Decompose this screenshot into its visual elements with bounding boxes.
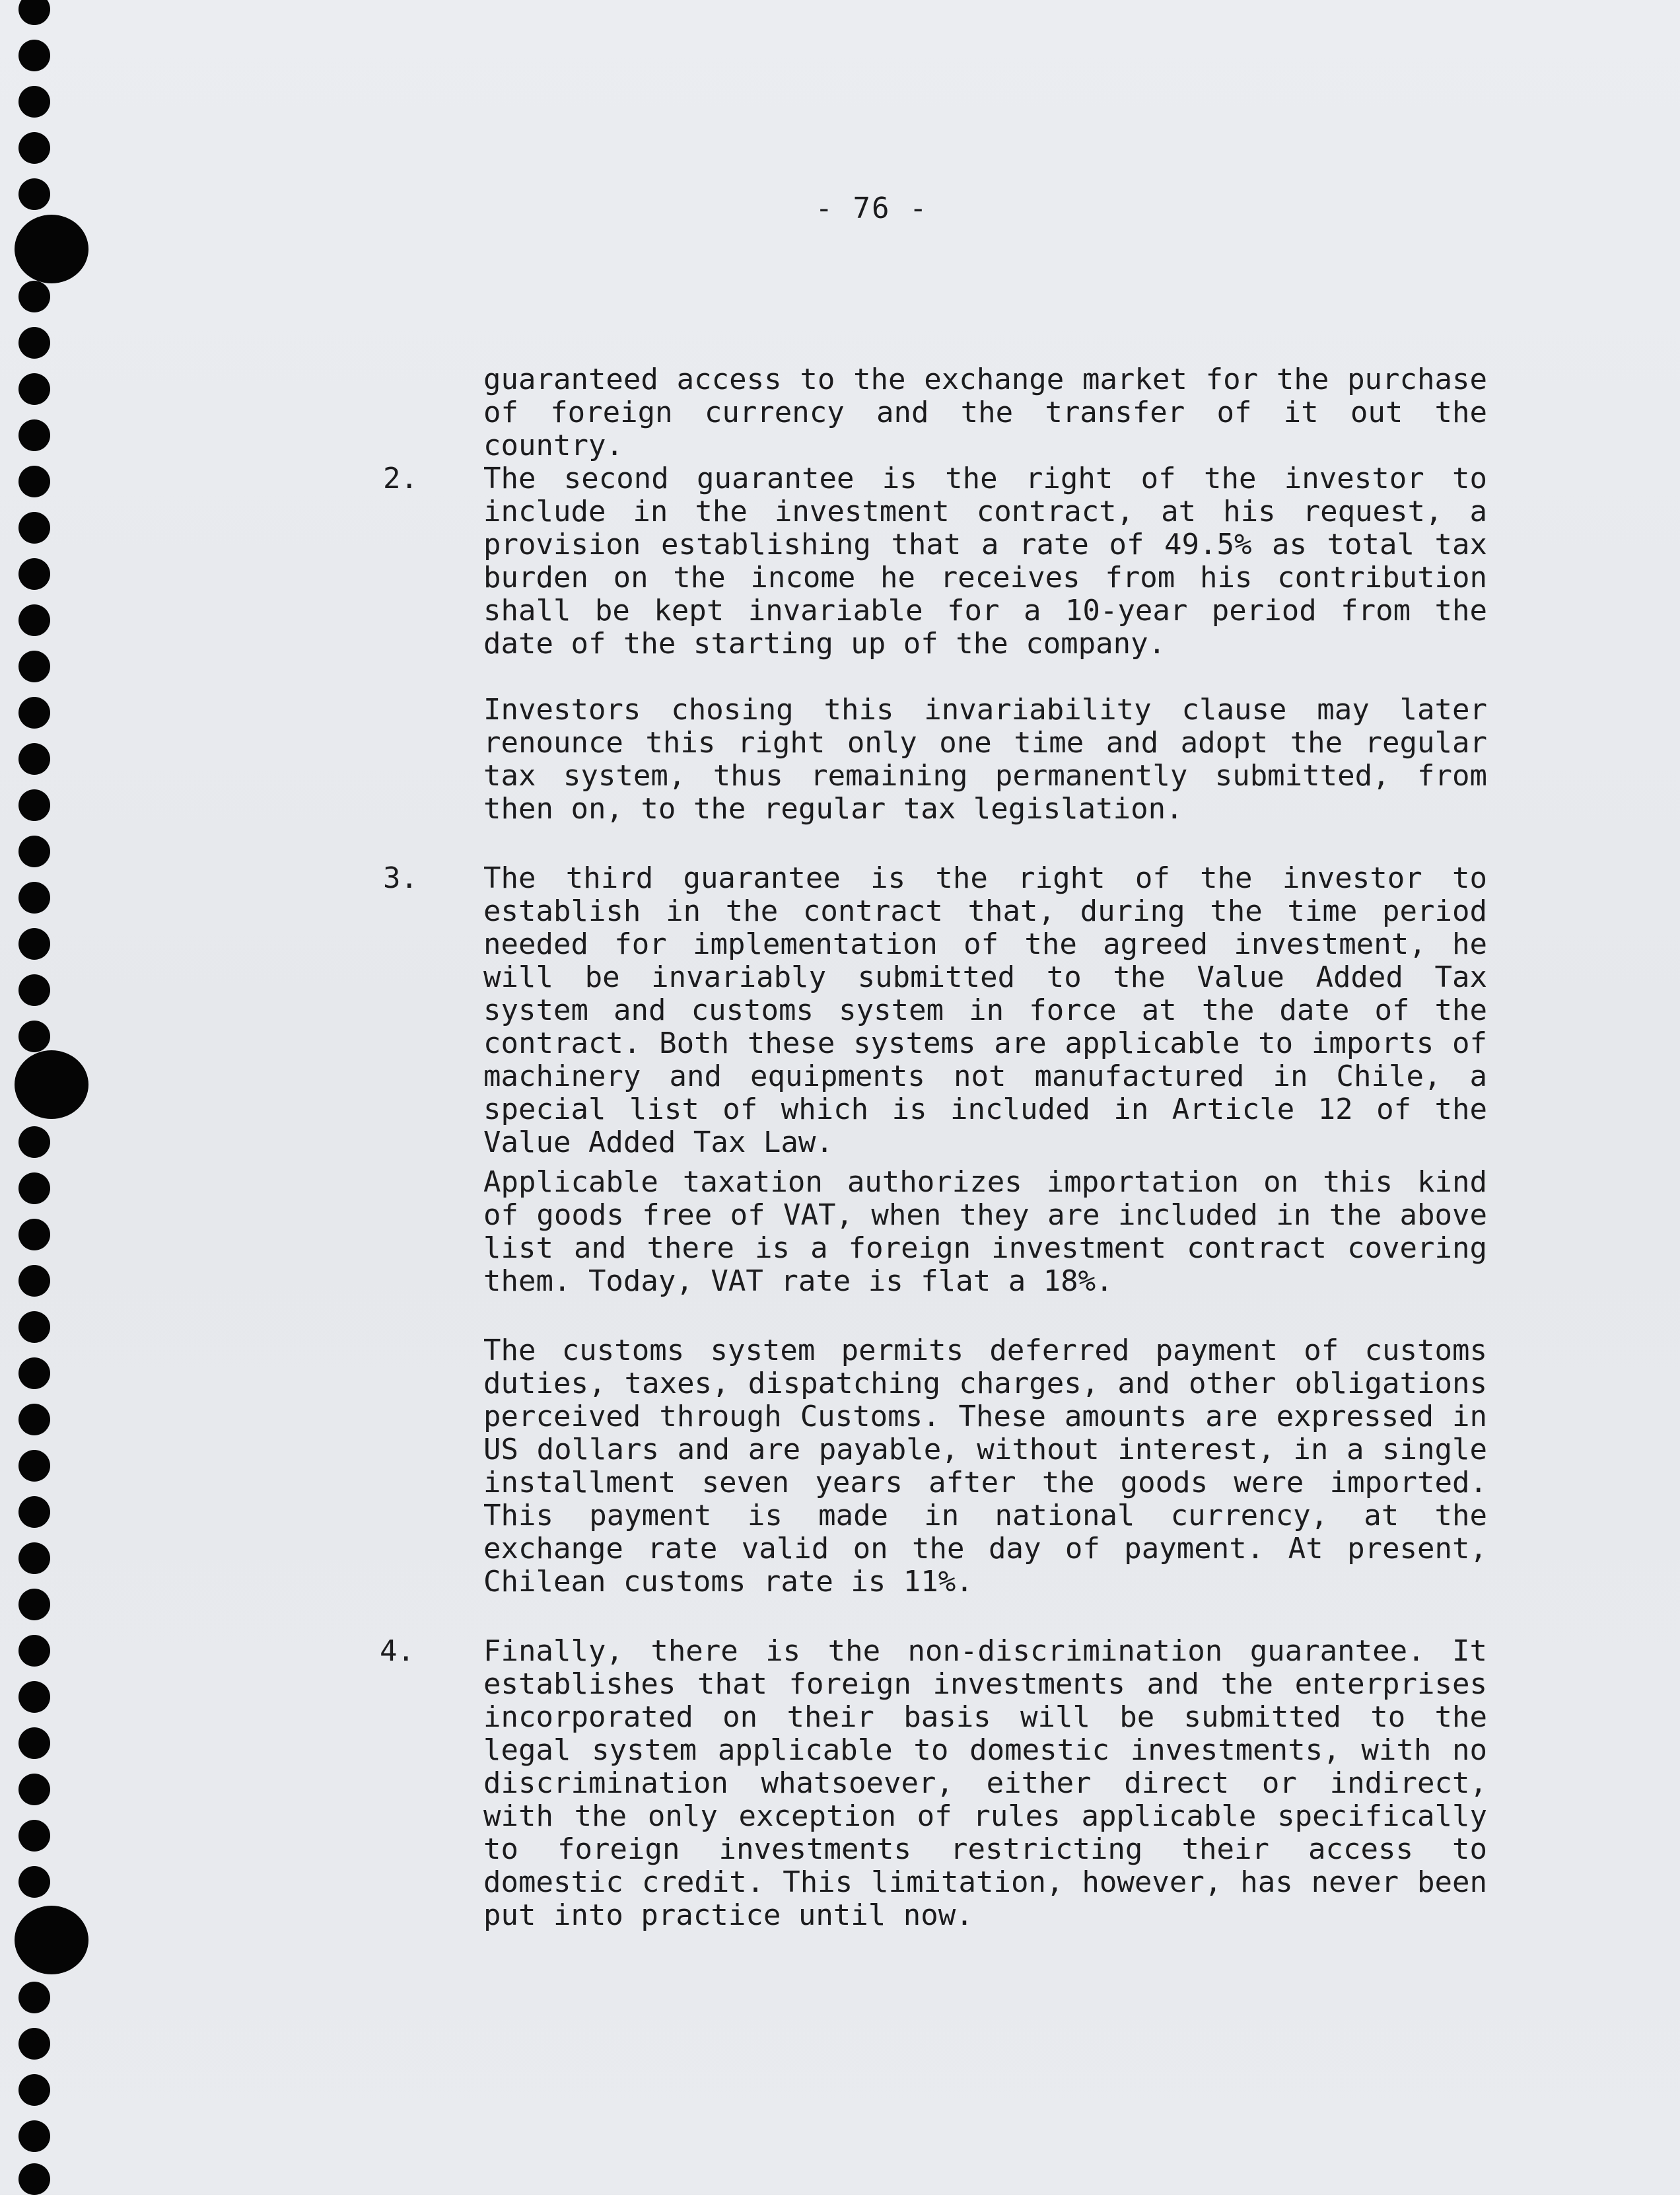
- binding-hole: [18, 743, 50, 775]
- paragraph-item-3: The third guarantee is the right of the investor to establish in the contract that, during the time period needed for implementation of the agreed investment, he will be invariably submitted to the Value Added Tax system and customs system in force at the date of the contract. Both these systems are applicable to imports of machinery and equipments not manufactured in Chile, a special list of which is included in Article 12 of the Value Added Tax Law.: [483, 861, 1487, 1159]
- binding-hole: [18, 789, 50, 821]
- binding-hole: [18, 132, 50, 164]
- binding-hole: [18, 512, 50, 544]
- binding-hole: [18, 1021, 50, 1052]
- binding-hole: [18, 1681, 50, 1713]
- binding-hole: [18, 1311, 50, 1343]
- binding-hole: [18, 419, 50, 451]
- binding-hole: [15, 215, 88, 283]
- binding-hole: [18, 0, 50, 25]
- binding-hole: [18, 178, 50, 210]
- binding-hole: [18, 373, 50, 405]
- binding-hole: [18, 697, 50, 729]
- binding-hole: [18, 1404, 50, 1435]
- binding-hole: [18, 558, 50, 590]
- paragraph-item-4: Finally, there is the non-discrimination guarantee. It establishes that foreign investments and the enterprises incorporated on their basis will be submitted to the legal system applicable to domestic investments, with no discrimination whatsoever, either direct or indirect, with the only exception of rules applicable specifically to foreign investments restricting their access to domestic credit. This limitation, however, has never been put into practice until now.: [483, 1634, 1487, 1932]
- binding-hole: [18, 1496, 50, 1528]
- paragraph-item-2: The second guarantee is the right of the investor to include in the investment contract, at his request, a provision establishing that a rate of 49.5% as total tax burden on the income he receives from his contribution shall be kept invariable for a 10-year period from the date of the starting up of the company.: [483, 462, 1487, 661]
- binding-holes: [0, 0, 86, 2194]
- binding-hole: [18, 1265, 50, 1297]
- binding-hole: [18, 1982, 50, 2013]
- binding-hole: [18, 651, 50, 682]
- item-number-4: 4.: [380, 1634, 415, 1668]
- binding-hole: [15, 1050, 88, 1119]
- binding-hole: [18, 1866, 50, 1898]
- binding-hole: [18, 281, 50, 312]
- binding-hole: [18, 1635, 50, 1667]
- binding-hole: [18, 1126, 50, 1158]
- binding-hole: [18, 836, 50, 867]
- binding-hole: [18, 882, 50, 914]
- binding-hole: [18, 1219, 50, 1250]
- binding-hole: [18, 974, 50, 1006]
- paragraph-continuation: guaranteed access to the exchange market for the purchase of foreign currency and the transfer of it out the country.: [483, 363, 1487, 462]
- binding-hole: [18, 1727, 50, 1759]
- binding-hole: [18, 40, 50, 71]
- item-number-3: 3.: [383, 861, 418, 895]
- page-number: - 76 -: [815, 192, 928, 225]
- binding-hole: [18, 1542, 50, 1574]
- binding-hole: [18, 2120, 50, 2152]
- paragraph-item-3-sub1: Applicable taxation authorizes importation on this kind of goods free of VAT, when they are included in the above list and there is a foreign investment contract covering them. Today, VAT rate is flat a 18%.: [483, 1165, 1487, 1298]
- binding-hole: [18, 2074, 50, 2106]
- binding-hole: [18, 1357, 50, 1389]
- binding-hole: [18, 604, 50, 636]
- binding-hole: [15, 1906, 88, 1974]
- binding-hole: [18, 928, 50, 960]
- paragraph-item-2-sub: Investors chosing this invariability clause may later renounce this right only one time and adopt the regular tax system, thus remaining permanently submitted, from then on, to the regular tax legislation.: [483, 693, 1487, 826]
- binding-hole: [18, 2163, 50, 2195]
- binding-hole: [18, 2028, 50, 2060]
- binding-hole: [18, 1589, 50, 1620]
- binding-hole: [18, 1820, 50, 1852]
- binding-hole: [18, 1172, 50, 1204]
- item-number-2: 2.: [383, 462, 418, 495]
- binding-hole: [18, 327, 50, 359]
- binding-hole: [18, 1774, 50, 1805]
- binding-hole: [18, 86, 50, 118]
- paragraph-item-3-sub2: The customs system permits deferred payment of customs duties, taxes, dispatching charges, and other obligations perceived through Customs. These amounts are expressed in US dollars and are payable, without interest, in a single installment seven years after the goods were imported. This payment is made in national currency, at the exchange rate valid on the day of payment. At present, Chilean customs rate is 11%.: [483, 1334, 1487, 1599]
- binding-hole: [18, 1450, 50, 1482]
- binding-hole: [18, 466, 50, 497]
